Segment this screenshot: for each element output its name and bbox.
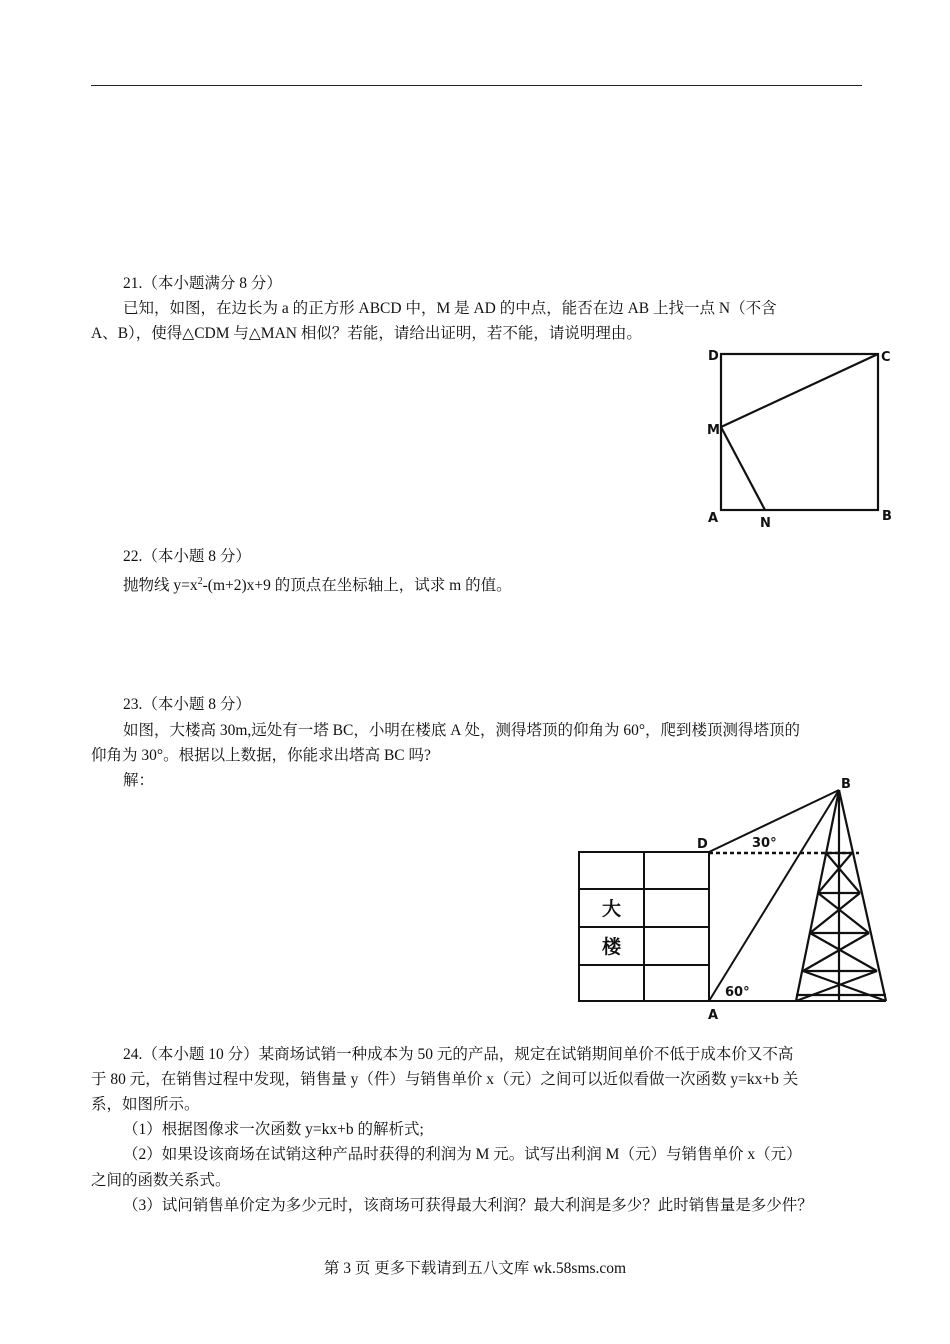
q23-answer-label: 解：: [123, 772, 155, 789]
q22-header: 22.（本小题 8 分）: [123, 548, 251, 565]
q23-text-line2: 仰角为 30°。根据以上数据，你能求出塔高 BC 吗?: [91, 747, 431, 764]
q24-sub1: （1）根据图像求一次函数 y=kx+b 的解析式;: [123, 1121, 424, 1138]
q21-text-line2: A、B），使得△CDM 与△MAN 相似？若能，请给出证明，若不能，请说明理由。: [91, 325, 642, 342]
label-b-top: B: [841, 777, 851, 792]
label-c: C: [881, 350, 891, 365]
q24-sub2-line2: 之间的函数关系式。: [91, 1172, 231, 1189]
q22-text: [123, 571, 862, 597]
q24-text-line2: 于 80 元，在销售过程中发现，销售量 y（件）与销售单价 x（元）之间可以近似看做一次函数 y=kx+b 关: [91, 1071, 799, 1088]
square-abcd: [721, 354, 878, 510]
square-figure: [700, 345, 900, 530]
building-tower-figure: [575, 775, 895, 1025]
label-m: M: [707, 423, 720, 438]
q24-sub3: （3）试问销售单价定为多少元时，该商场可获得最大利润？最大利润是多少？此时销售量是多少件？: [123, 1197, 813, 1214]
q24-sub2-line1: （2）如果设该商场在试销这种产品时获得的利润为 M 元。试写出利润 M（元）与销售单价 x（元）: [123, 1146, 802, 1163]
segment-mn: [721, 427, 765, 510]
q23-text-line1: 如图，大楼高 30m,远处有一塔 BC，小明在楼底 A 处，测得塔顶的仰角为 60°，爬到楼顶测得塔顶的: [123, 722, 801, 739]
q21-header: 21.（本小题满分 8 分）: [123, 275, 282, 292]
segment-mc: [721, 354, 878, 427]
q23-header: 23.（本小题 8 分）: [123, 696, 251, 713]
label-n: N: [760, 516, 771, 531]
q22-text-post: -(m+2)x+9 的顶点在坐标轴上，试求 m 的值。: [202, 577, 512, 595]
q24-text-line1: 24.（本小题 10 分）某商场试销一种成本为 50 元的产品，规定在试销期间单价不低于成本价又不高: [123, 1046, 794, 1063]
angle-30-label: 30°: [752, 836, 777, 851]
q21-text-line1: 已知，如图，在边长为 a 的正方形 ABCD 中，M 是 AD 的中点，能否在边 AB 上找一点 N（不含: [123, 300, 777, 317]
building: [579, 852, 709, 1001]
page-footer: 第 3 页 更多下载请到五八文库 wk.58sms.com: [323, 1260, 627, 1277]
label-d-roof: D: [697, 837, 708, 852]
tower: [796, 790, 886, 1001]
label-b: B: [882, 509, 892, 524]
building-char-1: 大: [602, 898, 622, 920]
building-char-2: 楼: [602, 936, 622, 958]
q22-text-pre: 抛物线 y=x: [123, 577, 198, 595]
angle-60-label: 60°: [725, 985, 750, 1000]
label-d: D: [708, 349, 719, 364]
label-a-ground: A: [708, 1008, 719, 1023]
header-rule: [91, 85, 862, 86]
q22-exponent: 2: [197, 576, 203, 587]
label-a: A: [708, 511, 719, 526]
q24-text-line3: 系，如图所示。: [91, 1096, 200, 1113]
